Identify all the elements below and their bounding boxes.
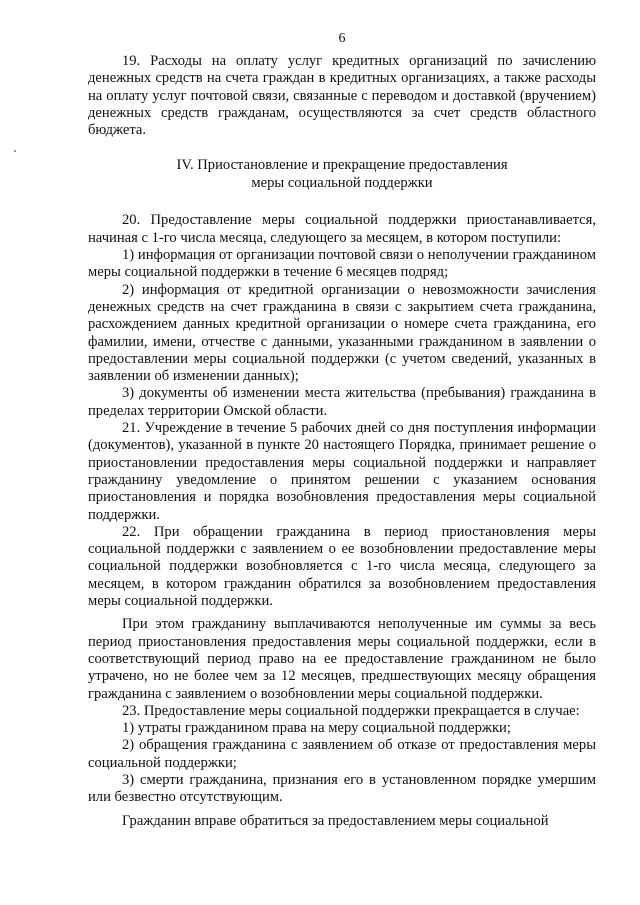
paragraph-23-continuation: Гражданин вправе обратиться за предоставлением меры социальной bbox=[122, 812, 549, 829]
paragraph-22-continuation: При этом гражданину выплачиваются неполученные им суммы за весь период приостановления предоставления меры социальной поддержки, если в соответствующий период право на ее предоставление гражданином не было утрачено, но не более чем за 12 месяцев, предшествующих месяцу обращения гражданина с заявлением о возобновлении меры социальной поддержки. bbox=[88, 616, 596, 702]
paragraph-23-item-2: 2) обращения гражданина с заявлением об отказе от предоставления меры социальной поддержки; bbox=[88, 737, 596, 771]
section-title bbox=[88, 156, 596, 192]
paragraph-20-item-3: 3) документы об изменении места жительства (пребывания) гражданина в пределах территории Омской области. bbox=[88, 385, 596, 419]
page-number: 6 bbox=[338, 31, 346, 46]
paragraph-19: 19. Расходы на оплату услуг кредитных организаций по зачислению денежных средств на счета граждан в кредитных организациях, а также расходы на оплату услуг почтовой связи, связанные с переводом и доставкой (вручением) денежных средств гражданам, осуществляются за счет средств областного бюджета. bbox=[88, 53, 596, 139]
paragraph-23: 23. Предоставление меры социальной поддержки прекращается в случае: bbox=[122, 702, 580, 719]
paragraph-20: 20. Предоставление меры социальной поддержки приостанавливается, начиная с 1-го числа месяца, следующего за месяцем, в котором поступили: bbox=[88, 212, 596, 246]
paragraph-21: 21. Учреждение в течение 5 рабочих дней со дня поступления информации (документов), указанной в пункте 20 настоящего Порядка, принимает решение о приостановлении предоставления меры социальной поддержки и направляет гражданину уведомление о принятом решении с указанием основания приостановления и порядка возобновления предоставления меры социальной поддержки. bbox=[88, 420, 596, 523]
margin-mark bbox=[14, 150, 16, 152]
section-title-line-2: меры социальной поддержки bbox=[251, 175, 433, 192]
document-body bbox=[88, 53, 596, 830]
section-title-line-1: IV. Приостановление и прекращение предоставления bbox=[176, 157, 508, 174]
paragraph-20-item-1: 1) информация от организации почтовой связи о неполучении гражданином меры социальной поддержки в течение 6 месяцев подряд; bbox=[88, 247, 596, 281]
paragraph-20-item-2: 2) информация от кредитной организации о невозможности зачисления денежных средств на счет гражданина в связи с закрытием счета гражданина, расхождением данных кредитной организации о номере счета гражданина, его фамилии, имени, отчестве с данными, указанными гражданином в заявлении о предоставлении меры социальной поддержки (с учетом сведений, указанных в заявлении об изменении данных); bbox=[88, 281, 596, 385]
paragraph-22: 22. При обращении гражданина в период приостановления меры социальной поддержки с заявлением о ее возобновлении предоставление меры социальной поддержки возобновляется с 1-го числа месяца, следующего за месяцем, в котором гражданин обратился за возобновлением предоставления меры социальной поддержки. bbox=[88, 523, 596, 610]
paragraph-23-item-3: 3) смерти гражданина, признания его в установленном порядке умершим или безвестно отсутствующим. bbox=[88, 771, 596, 806]
paragraph-23-item-1: 1) утраты гражданином права на меру социальной поддержки; bbox=[122, 720, 511, 737]
